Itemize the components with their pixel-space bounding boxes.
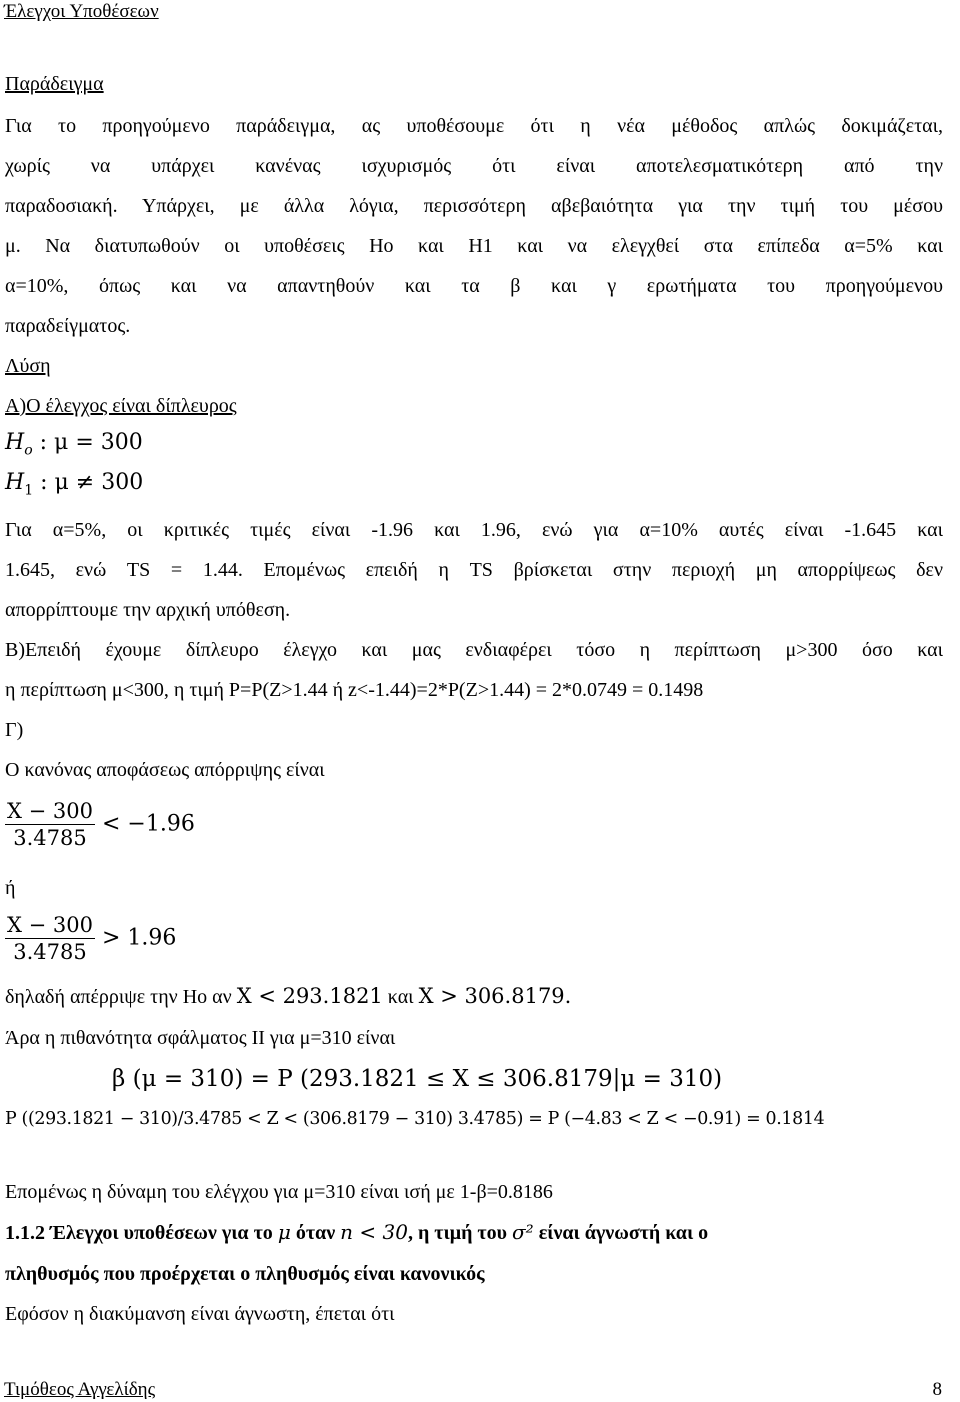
inequality-upper <box>5 912 176 965</box>
sample-size-condition: n < 30 <box>340 1220 408 1244</box>
example-paragraph-line: παραδοσιακή. Υπάρχει, με άλλα λόγια, περισσότερη αβεβαιότητα για την τιμή του μέσου <box>5 195 943 217</box>
example-heading: Παράδειγμα <box>5 73 104 95</box>
example-paragraph-line: α=10%, όπως και να απαντηθούν και τα β και γ ερωτήματα του προηγούμενου <box>5 275 943 297</box>
section-title-line1 <box>5 1220 708 1245</box>
footer-author: Τιμόθεος Αγγελίδης <box>4 1379 156 1400</box>
hypothesis-h1 <box>5 468 143 505</box>
reject-rule-line <box>5 984 571 1009</box>
section-title-part: , η τιμή του <box>407 1222 508 1244</box>
fraction-denominator: 3.4785 <box>13 940 87 964</box>
sigma-squared-symbol: σ² <box>512 1220 534 1244</box>
inequality-lower <box>5 798 195 851</box>
h0-subscript: o <box>24 442 33 459</box>
beta-equation: β (μ = 310) = P (293.1821 ≤ X ≤ 306.8179|μ = 310) <box>112 1066 723 1092</box>
section-title-part: όταν <box>295 1222 336 1244</box>
part-b-line: η περίπτωση μ<300, η τιμή P=P(Z>1.44 ή z<-1.44)=2*P(Z>1.44) = 2*0.0749 = 0.1498 <box>5 679 704 701</box>
part-a-title: Α)Ο έλεγχος είναι δίπλευρος <box>5 395 237 417</box>
fraction-denominator: 3.4785 <box>13 826 87 850</box>
fraction-numerator: X − 300 <box>7 799 93 823</box>
example-paragraph-line: μ. Να διατυπωθούν οι υποθέσεις Ηο και Η1 και να ελεγχθεί στα επίπεδα α=5% και <box>5 235 943 257</box>
h1-subscript: 1 <box>24 482 34 499</box>
section-title-line2: πληθυσμός που προέρχεται ο πληθυσμός είναι κανονικός <box>5 1263 485 1285</box>
power-text: Επομένως η δύναμη του ελέγχου για μ=310 είναι ισή με 1-β=0.8186 <box>5 1181 553 1203</box>
solution-heading: Λύση <box>5 355 51 377</box>
part-b-line: Β)Επειδή έχουμε δίπλευρο έλεγχο και μας ενδιαφέρει τόσο η περίπτωση μ>300 όσο και <box>5 639 943 661</box>
example-paragraph-line: Για το προηγούμενο παράδειγμα, ας υποθέσουμε ότι η νέα μέθοδος απλώς δοκιμάζεται, <box>5 115 943 137</box>
part-a-line: Για α=5%, οι κριτικές τιμές είναι -1.96 και 1.96, ενώ για α=10% αυτές είναι -1.645 και <box>5 519 943 541</box>
reject-prefix: δηλαδή απέρριψε την Ηο αν <box>5 986 232 1008</box>
reject-condition-low: X < 293.1821 <box>236 984 383 1008</box>
or-text: ή <box>5 877 16 899</box>
running-header: Έλεγχοι Υποθέσεων <box>4 1 159 22</box>
section-title-part: είναι άγνωστή και ο <box>538 1222 709 1244</box>
rule-text: Ο κανόνας αποφάσεως απόρριψης είναι <box>5 759 325 781</box>
example-paragraph-line: παραδείγματος. <box>5 315 131 337</box>
h1-relation: : μ ≠ 300 <box>40 470 144 495</box>
section-title-part: Έλεγχοι υποθέσεων για το <box>50 1222 273 1244</box>
part-c-title: Γ) <box>5 719 24 741</box>
inequality-relation: < −1.96 <box>101 811 195 837</box>
fraction-numerator: X − 300 <box>7 913 93 937</box>
mu-symbol: μ <box>277 1220 291 1244</box>
inequality-relation: > 1.96 <box>101 925 177 951</box>
probability-equation: P ((293.1821 − 310)/3.4785 < Z < (306.8179 − 310) 3.4785) = P (−4.83 < Z < −0.91) = 0.1814 <box>5 1109 825 1129</box>
fraction <box>5 798 95 851</box>
section-intro: Εφόσον η διακύμανση είναι άγνωστη, έπεται ότι <box>5 1303 395 1325</box>
hypothesis-h0 <box>5 428 143 465</box>
fraction <box>5 912 95 965</box>
h0-symbol: H <box>5 430 25 455</box>
type2-text: Άρα η πιθανότητα σφάλματος ΙΙ για μ=310 είναι <box>5 1027 396 1049</box>
h0-relation: : μ = 300 <box>39 430 143 455</box>
part-a-line: απορρίπτουμε την αρχική υπόθεση. <box>5 599 291 621</box>
section-number: 1.1.2 <box>5 1222 45 1244</box>
part-a-line: 1.645, ενώ TS = 1.44. Επομένως επειδή η TS βρίσκεται στην περιοχή μη απορρίψεως δεν <box>5 559 943 581</box>
h1-symbol: H <box>5 470 25 495</box>
reject-and: και <box>387 986 414 1008</box>
page-number: 8 <box>932 1379 942 1400</box>
reject-condition-high: X > 306.8179. <box>418 984 572 1008</box>
example-paragraph-line: χωρίς να υπάρχει κανένας ισχυρισμός ότι είναι αποτελεσματικότερη από την <box>5 155 943 177</box>
